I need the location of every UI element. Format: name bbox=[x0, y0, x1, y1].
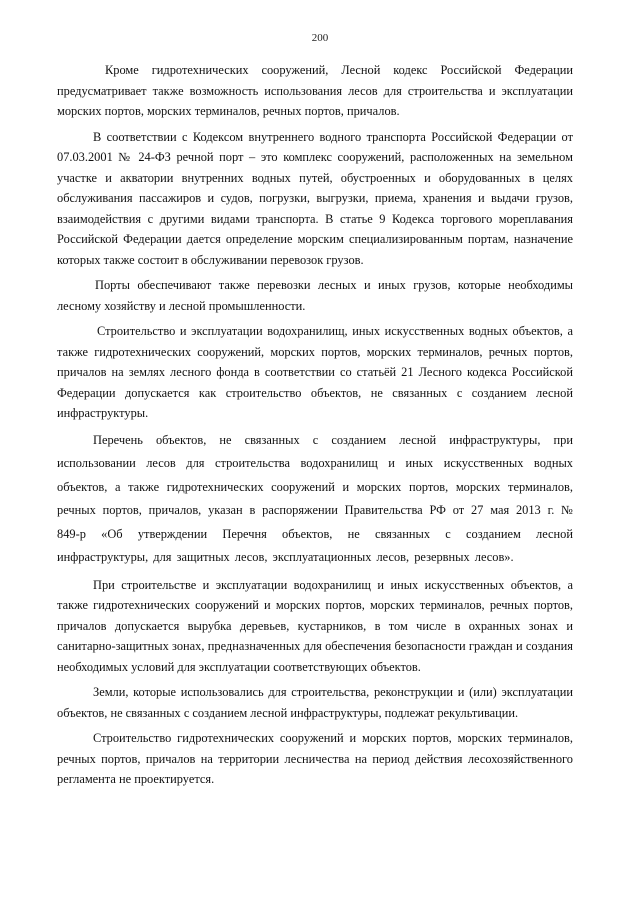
paragraph-8: Строительство гидротехнических сооружений и морских портов, морских терминалов, речных портов, причалов на территории лесничества на период действия лесохозяйственного регламента не проектируется. bbox=[57, 731, 573, 786]
document-body bbox=[57, 60, 573, 795]
paragraph-1: Кроме гидротехнических сооружений, Лесной кодекс Российской Федерации предусматривает также возможность использования лесов для строительства и эксплуатации морских портов, морских терминалов, речных портов, причалов. bbox=[57, 63, 573, 118]
paragraph-7: Земли, которые использовались для строительства, реконструкции и (или) эксплуатации объектов, не связанных с созданием лесной инфраструктуры, подлежат рекультивации. bbox=[57, 685, 573, 720]
page-number: 200 bbox=[311, 32, 329, 44]
paragraph-4: Строительство и эксплуатации водохранилищ, иных искусственных водных объектов, а также гидротехнических сооружений, морских портов, морских терминалов, речных портов, причалов на землях лесного фонда в соответствии со статьёй 21 Лесного кодекса Российской Федерации допускается как строительство объектов, не связанных с созданием лесной инфраструктуры. bbox=[57, 324, 573, 420]
paragraph-5: Перечень объектов, не связанных с созданием лесной инфраструктуры, при использовании лесов для строительства водохранилищ и иных искусственных водных объектов, а также гидротехнических сооружений и морских портов, морских терминалов, речных портов, причалов, указан в распоряжении Правительства РФ от 27 мая 2013 г. № 849-р «Об утверждении Перечня объектов, не связанных с созданием лесной инфраструктуры, для защитных лесов, эксплуатационных лесов, резервных лесов». bbox=[57, 432, 573, 564]
paragraph-6: При строительстве и эксплуатации водохранилищ и иных искусственных объектов, а также гидротехнических сооружений и морских портов, морских терминалов, речных портов, причалов допускается вырубка деревьев, кустарников, в том числе в охранных зонах и санитарно-защитных зонах, предназначенных для обеспечения безопасности граждан и создания необходимых условий для эксплуатации соответствующих объектов. bbox=[57, 577, 573, 674]
paragraph-2: В соответствии с Кодексом внутреннего водного транспорта Российской Федерации от 07.03.2001 № 24-ФЗ речной порт – это комплекс сооружений, расположенных на земельном участке и акватории внутренних водных путей, обустроенных и оборудованных в целях обслуживания пассажиров и судов, погрузки, выгрузки, приема, хранения и выдачи грузов, взаимодействия с другими видами транспорта. В статье 9 Кодекса торгового мореплавания Российской Федерации дается определение морским специализированным портам, назначение которых также состоит в обслуживании перевозок грузов. bbox=[57, 129, 573, 267]
paragraph-3: Порты обеспечивают также перевозки лесных и иных грузов, которые необходимы лесному хозяйству и лесной промышленности. bbox=[57, 278, 573, 313]
